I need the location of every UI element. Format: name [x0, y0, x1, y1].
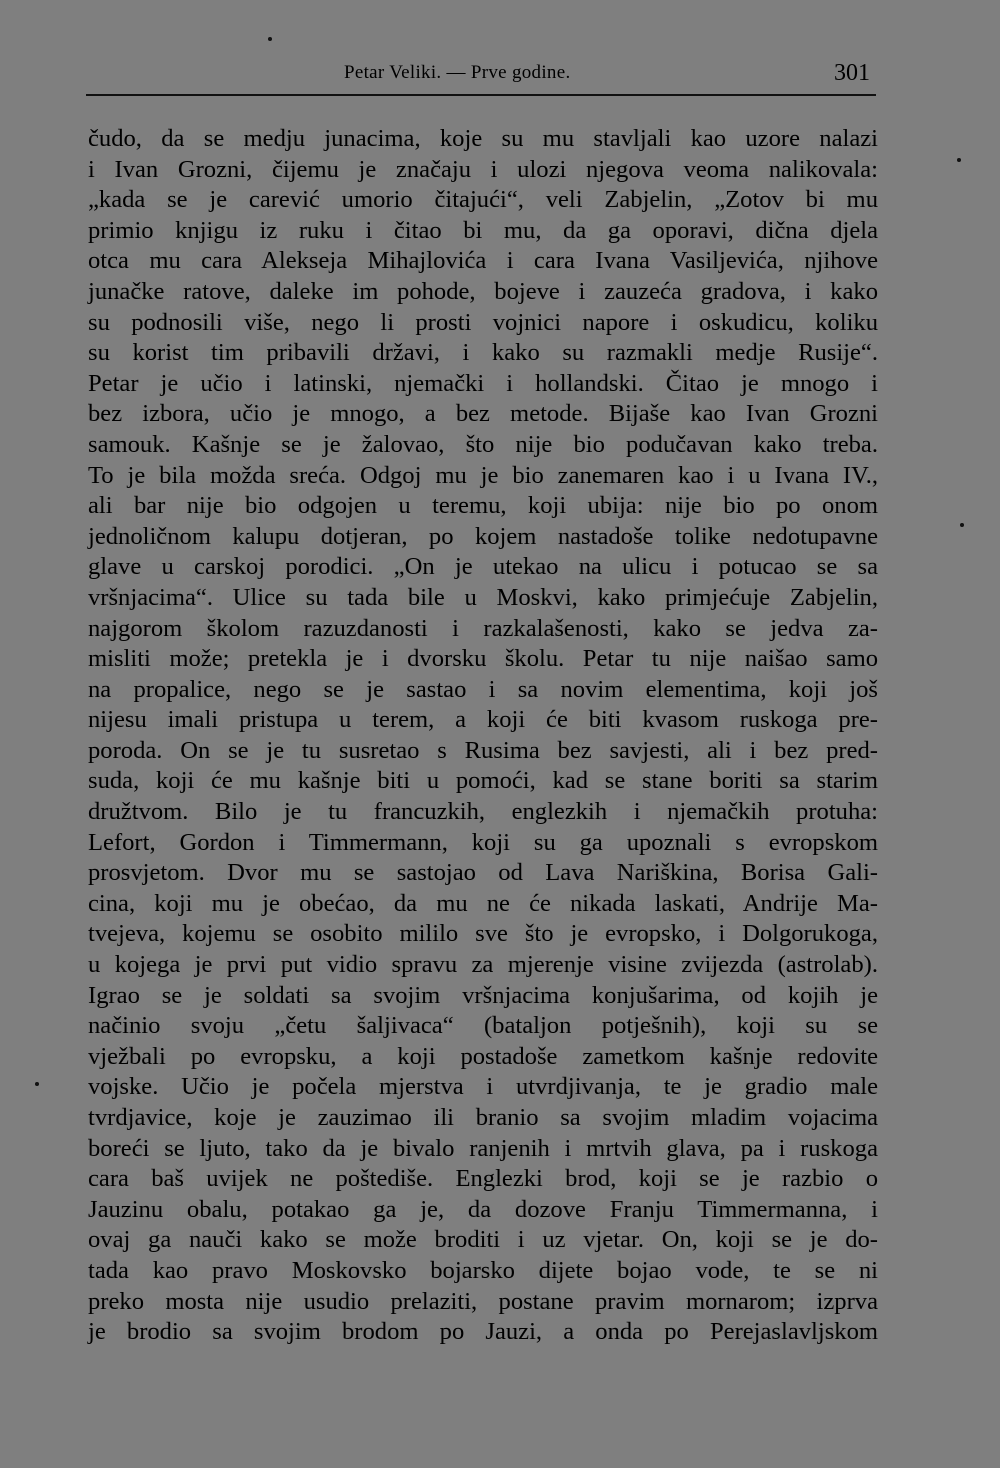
text-line: Petar je učio i latinski, njemački i hollandski. Čitao je mnogo i: [88, 369, 878, 397]
text-line: junačke ratove, daleke im pohode, bojeve i zauzeća gradova, i kako: [88, 277, 878, 305]
text-line: vježbali po evropsku, a koji postadoše zametkom kašnje redovite: [88, 1042, 878, 1070]
text-line: je brodio sa svojim brodom po Jauzi, a onda po Perejaslavljskom: [88, 1318, 878, 1346]
text-line: ali bar nije bio odgojen u teremu, koji ubija: nije bio po onom: [88, 492, 878, 520]
text-line: tada kao pravo Moskovsko bojarsko dijete bojao vode, te se ni: [88, 1256, 878, 1284]
text-line: u kojega je prvi put vidio spravu za mjerenje visine zvijezda (astrolab).: [88, 951, 878, 979]
text-line: i Ivan Grozni, čijemu je značaju i ulozi njegova veoma nalikovala:: [88, 155, 878, 183]
text-line: najgorom školom razuzdanosti i razkalašenosti, kako se jedva za-: [88, 614, 878, 642]
text-line: suda, koji će mu kašnje biti u pomoći, kad se stane boriti sa starim: [88, 767, 878, 795]
text-line: vojske. Učio je počela mjerstva i utvrdjivanja, te je gradio male: [88, 1073, 878, 1101]
text-line: glave u carskoj porodici. „On je utekao na ulicu i potucao se sa: [88, 553, 878, 581]
text-line: To je bila možda sreća. Odgoj mu je bio zanemaren kao i u Ivana IV.,: [88, 461, 878, 489]
text-line: otca mu cara Alekseja Mihajlovića i cara Ivana Vasiljevića, njihove: [88, 247, 878, 275]
text-line: ovaj ga nauči kako se može broditi i uz vjetar. On, koji se je do-: [88, 1226, 878, 1254]
text-line: tvejeva, kojemu se osobito mililo sve što je evropsko, i Dolgorukoga,: [88, 920, 878, 948]
text-line: primio knjigu iz ruku i čitao bi mu, da ga oporavi, dična djela: [88, 216, 878, 244]
print-speck: [35, 1082, 39, 1086]
running-head-title: Petar Veliki. — Prve godine.: [344, 62, 571, 83]
text-line: misliti može; pretekla je i dvorsku školu. Petar tu nije naišao samo: [88, 645, 878, 673]
running-head: [86, 58, 876, 96]
text-line: na propalice, nego se je sastao i sa novim elementima, koji još: [88, 675, 878, 703]
print-speck: [957, 158, 961, 162]
text-line: čudo, da se medju junacima, koje su mu stavljali kao uzore nalazi: [88, 125, 878, 152]
text-line: jednoličnom kalupu dotjeran, po kojem nastadoše tolike nedotupavne: [88, 522, 878, 550]
text-line: Jauzinu obalu, potakao ga je, da dozove Franju Timmermanna, i: [88, 1195, 878, 1223]
text-line: Lefort, Gordon i Timmermann, koji su ga upoznali s evropskom: [88, 828, 878, 856]
text-line: nijesu imali pristupa u terem, a koji će biti kvasom ruskoga pre-: [88, 706, 878, 734]
text-line: poroda. On se je tu susretao s Rusima bez savjesti, ali i bez pred-: [88, 736, 878, 764]
print-speck: [960, 523, 964, 527]
text-line: vršnjacima“. Ulice su tada bile u Moskvi, kako primjećuje Zabjelin,: [88, 583, 878, 611]
text-line: prosvjetom. Dvor mu se sastojao od Lava Nariškina, Borisa Gali-: [88, 859, 878, 887]
text-line: cara baš uvijek ne poštediše. Englezki brod, koji se je razbio o: [88, 1165, 878, 1193]
text-line: preko mosta nije usudio prelaziti, postane pravim mornarom; izprva: [88, 1287, 878, 1315]
text-line: su podnosili više, nego li prosti vojnici napore i oskudicu, koliku: [88, 308, 878, 336]
print-speck: [268, 37, 272, 41]
text-line: su korist tim pribavili državi, i kako su razmakli medje Rusije“.: [88, 339, 878, 367]
text-line: načinio svoju „četu šaljivaca“ (bataljon potješnih), koji su se: [88, 1012, 878, 1040]
text-line: „kada se je carević umorio čitajući“, veli Zabjelin, „Zotov bi mu: [88, 186, 878, 214]
body-text: [88, 124, 878, 1348]
text-line: cina, koji mu je obećao, da mu ne će nikada laskati, Andrije Ma-: [88, 889, 878, 917]
page-number: 301: [834, 60, 870, 86]
text-line: Igrao se je soldati sa svojim vršnjacima konjušarima, od kojih je: [88, 981, 878, 1009]
text-line: samouk. Kašnje se je žalovao, što nije bio podučavan kako treba.: [88, 430, 878, 458]
text-line: družtvom. Bilo je tu francuzkih, englezkih i njemačkih protuha:: [88, 798, 878, 826]
text-line: boreći se ljuto, tako da je bivalo ranjenih i mrtvih glava, pa i ruskoga: [88, 1134, 878, 1162]
text-line: bez izbora, učio je mnogo, a bez metode. Bijaše kao Ivan Grozni: [88, 400, 878, 428]
text-line: tvrdjavice, koje je zauzimao ili branio sa svojim mladim vojacima: [88, 1104, 878, 1131]
